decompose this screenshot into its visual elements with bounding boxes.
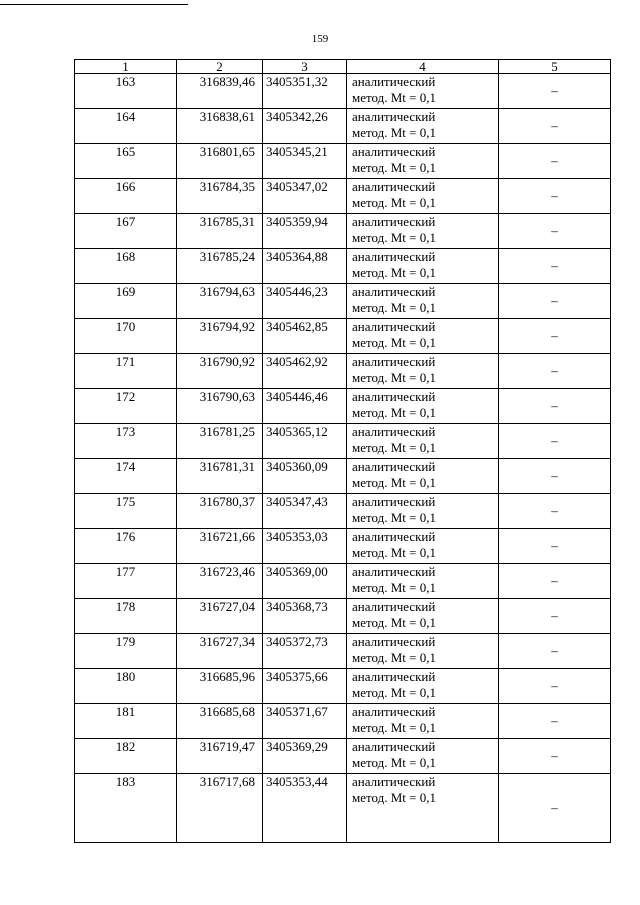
table-row <box>75 249 611 284</box>
method-cell <box>347 319 499 354</box>
table-row <box>75 144 611 179</box>
method-line-1: аналитический <box>352 424 436 439</box>
method-line-1: аналитический <box>352 284 436 299</box>
method-line-2: метод. Mt = 0,1 <box>352 685 436 700</box>
top-rule <box>0 0 188 5</box>
page-number: 159 <box>311 33 329 45</box>
table-row <box>75 704 611 739</box>
note-cell: – <box>499 144 611 179</box>
coordinate-y: 3405353,44 <box>263 774 347 843</box>
method-line-1: аналитический <box>352 249 436 264</box>
method-line-1: аналитический <box>352 529 436 544</box>
method-line-1: аналитический <box>352 389 436 404</box>
method-line-2: метод. Mt = 0,1 <box>352 160 436 175</box>
method-cell <box>347 354 499 389</box>
coordinate-y: 3405446,46 <box>263 389 347 424</box>
point-number: 173 <box>75 424 177 459</box>
coordinate-y: 3405365,12 <box>263 424 347 459</box>
method-line-1: аналитический <box>352 459 436 474</box>
coordinate-x: 316717,68 <box>177 774 263 843</box>
coordinate-y: 3405360,09 <box>263 459 347 494</box>
coordinate-x: 316719,47 <box>177 739 263 774</box>
method-cell <box>347 459 499 494</box>
method-line-2: метод. Mt = 0,1 <box>352 440 436 455</box>
header-col-3: 3 <box>263 60 347 74</box>
point-number: 168 <box>75 249 177 284</box>
note-cell: – <box>499 389 611 424</box>
coordinate-x: 316721,66 <box>177 529 263 564</box>
coordinate-y: 3405351,32 <box>263 74 347 109</box>
method-line-2: метод. Mt = 0,1 <box>352 790 436 805</box>
coordinate-x: 316794,63 <box>177 284 263 319</box>
coordinate-x: 316785,24 <box>177 249 263 284</box>
point-number: 182 <box>75 739 177 774</box>
method-line-1: аналитический <box>352 179 436 194</box>
coordinate-x: 316727,04 <box>177 599 263 634</box>
coordinate-y: 3405446,23 <box>263 284 347 319</box>
header-col-1: 1 <box>75 60 177 74</box>
header-col-5: 5 <box>499 60 611 74</box>
coordinate-y: 3405462,92 <box>263 354 347 389</box>
method-cell <box>347 424 499 459</box>
point-number: 177 <box>75 564 177 599</box>
method-line-2: метод. Mt = 0,1 <box>352 335 436 350</box>
method-line-2: метод. Mt = 0,1 <box>352 650 436 665</box>
method-cell <box>347 564 499 599</box>
table-body <box>75 74 611 843</box>
method-line-1: аналитический <box>352 109 436 124</box>
header-col-4: 4 <box>347 60 499 74</box>
method-cell <box>347 109 499 144</box>
method-line-2: метод. Mt = 0,1 <box>352 230 436 245</box>
table-row <box>75 634 611 669</box>
method-cell <box>347 144 499 179</box>
table-row <box>75 599 611 634</box>
method-line-1: аналитический <box>352 564 436 579</box>
coordinate-y: 3405347,02 <box>263 179 347 214</box>
coordinate-y: 3405364,88 <box>263 249 347 284</box>
table-row <box>75 424 611 459</box>
method-line-2: метод. Mt = 0,1 <box>352 195 436 210</box>
method-cell <box>347 284 499 319</box>
method-cell <box>347 214 499 249</box>
note-cell: – <box>499 669 611 704</box>
note-cell: – <box>499 494 611 529</box>
coordinate-y: 3405368,73 <box>263 599 347 634</box>
coordinate-y: 3405371,67 <box>263 704 347 739</box>
point-number: 175 <box>75 494 177 529</box>
table-row <box>75 739 611 774</box>
table-row <box>75 669 611 704</box>
coordinate-x: 316727,34 <box>177 634 263 669</box>
coordinates-table <box>74 59 611 843</box>
coordinate-y: 3405347,43 <box>263 494 347 529</box>
note-cell: – <box>499 179 611 214</box>
method-line-2: метод. Mt = 0,1 <box>352 615 436 630</box>
method-line-2: метод. Mt = 0,1 <box>352 405 436 420</box>
coordinate-x: 316839,46 <box>177 74 263 109</box>
method-line-2: метод. Mt = 0,1 <box>352 90 436 105</box>
table-row <box>75 74 611 109</box>
coordinate-y: 3405369,29 <box>263 739 347 774</box>
method-line-1: аналитический <box>352 669 436 684</box>
method-line-2: метод. Mt = 0,1 <box>352 300 436 315</box>
coordinate-x: 316790,63 <box>177 389 263 424</box>
coordinate-x: 316784,35 <box>177 179 263 214</box>
method-cell <box>347 74 499 109</box>
coordinate-x: 316785,31 <box>177 214 263 249</box>
coordinate-y: 3405345,21 <box>263 144 347 179</box>
method-cell <box>347 669 499 704</box>
method-line-1: аналитический <box>352 704 436 719</box>
table-row <box>75 354 611 389</box>
table-row <box>75 459 611 494</box>
method-cell <box>347 774 499 843</box>
method-line-1: аналитический <box>352 319 436 334</box>
point-number: 166 <box>75 179 177 214</box>
method-line-2: метод. Mt = 0,1 <box>352 475 436 490</box>
table-row <box>75 319 611 354</box>
method-cell <box>347 249 499 284</box>
point-number: 174 <box>75 459 177 494</box>
point-number: 179 <box>75 634 177 669</box>
point-number: 169 <box>75 284 177 319</box>
coordinate-y: 3405375,66 <box>263 669 347 704</box>
point-number: 165 <box>75 144 177 179</box>
coordinate-x: 316685,96 <box>177 669 263 704</box>
table-row <box>75 389 611 424</box>
method-line-2: метод. Mt = 0,1 <box>352 510 436 525</box>
method-line-2: метод. Mt = 0,1 <box>352 580 436 595</box>
note-cell: – <box>499 739 611 774</box>
coordinate-x: 316838,61 <box>177 109 263 144</box>
table-row <box>75 529 611 564</box>
note-cell: – <box>499 109 611 144</box>
method-cell <box>347 704 499 739</box>
method-line-2: метод. Mt = 0,1 <box>352 370 436 385</box>
point-number: 170 <box>75 319 177 354</box>
table-row <box>75 109 611 144</box>
method-line-2: метод. Mt = 0,1 <box>352 265 436 280</box>
point-number: 163 <box>75 74 177 109</box>
method-line-2: метод. Mt = 0,1 <box>352 545 436 560</box>
note-cell: – <box>499 214 611 249</box>
method-line-1: аналитический <box>352 214 436 229</box>
coordinate-x: 316685,68 <box>177 704 263 739</box>
method-line-1: аналитический <box>352 494 436 509</box>
coordinate-y: 3405353,03 <box>263 529 347 564</box>
method-line-1: аналитический <box>352 144 436 159</box>
note-cell: – <box>499 284 611 319</box>
note-cell: – <box>499 319 611 354</box>
coordinate-x: 316801,65 <box>177 144 263 179</box>
point-number: 180 <box>75 669 177 704</box>
method-line-1: аналитический <box>352 634 436 649</box>
method-cell <box>347 739 499 774</box>
note-cell: – <box>499 424 611 459</box>
coordinate-y: 3405359,94 <box>263 214 347 249</box>
coordinate-x: 316781,25 <box>177 424 263 459</box>
table-row <box>75 284 611 319</box>
point-number: 164 <box>75 109 177 144</box>
coordinate-y: 3405462,85 <box>263 319 347 354</box>
coordinate-x: 316780,37 <box>177 494 263 529</box>
point-number: 172 <box>75 389 177 424</box>
coordinate-x: 316790,92 <box>177 354 263 389</box>
table-row <box>75 774 611 843</box>
table-row <box>75 214 611 249</box>
note-cell: – <box>499 599 611 634</box>
note-cell: – <box>499 249 611 284</box>
table-row <box>75 564 611 599</box>
coordinate-x: 316723,46 <box>177 564 263 599</box>
table-row <box>75 179 611 214</box>
coordinate-y: 3405372,73 <box>263 634 347 669</box>
method-line-1: аналитический <box>352 739 436 754</box>
note-cell: – <box>499 564 611 599</box>
method-cell <box>347 599 499 634</box>
note-cell: – <box>499 354 611 389</box>
method-cell <box>347 529 499 564</box>
method-line-1: аналитический <box>352 599 436 614</box>
note-cell: – <box>499 704 611 739</box>
note-cell: – <box>499 774 611 843</box>
table-row <box>75 494 611 529</box>
method-cell <box>347 494 499 529</box>
note-cell: – <box>499 634 611 669</box>
method-cell <box>347 389 499 424</box>
note-cell: – <box>499 529 611 564</box>
table-header-row <box>75 60 611 74</box>
point-number: 167 <box>75 214 177 249</box>
point-number: 171 <box>75 354 177 389</box>
header-col-2: 2 <box>177 60 263 74</box>
method-line-2: метод. Mt = 0,1 <box>352 125 436 140</box>
point-number: 183 <box>75 774 177 843</box>
method-line-2: метод. Mt = 0,1 <box>352 755 436 770</box>
note-cell: – <box>499 74 611 109</box>
point-number: 178 <box>75 599 177 634</box>
coordinate-x: 316781,31 <box>177 459 263 494</box>
method-line-1: аналитический <box>352 354 436 369</box>
note-cell: – <box>499 459 611 494</box>
coordinate-x: 316794,92 <box>177 319 263 354</box>
method-line-1: аналитический <box>352 774 436 789</box>
point-number: 176 <box>75 529 177 564</box>
method-cell <box>347 179 499 214</box>
method-line-1: аналитический <box>352 74 436 89</box>
coordinate-y: 3405369,00 <box>263 564 347 599</box>
point-number: 181 <box>75 704 177 739</box>
method-line-2: метод. Mt = 0,1 <box>352 720 436 735</box>
coordinate-y: 3405342,26 <box>263 109 347 144</box>
method-cell <box>347 634 499 669</box>
